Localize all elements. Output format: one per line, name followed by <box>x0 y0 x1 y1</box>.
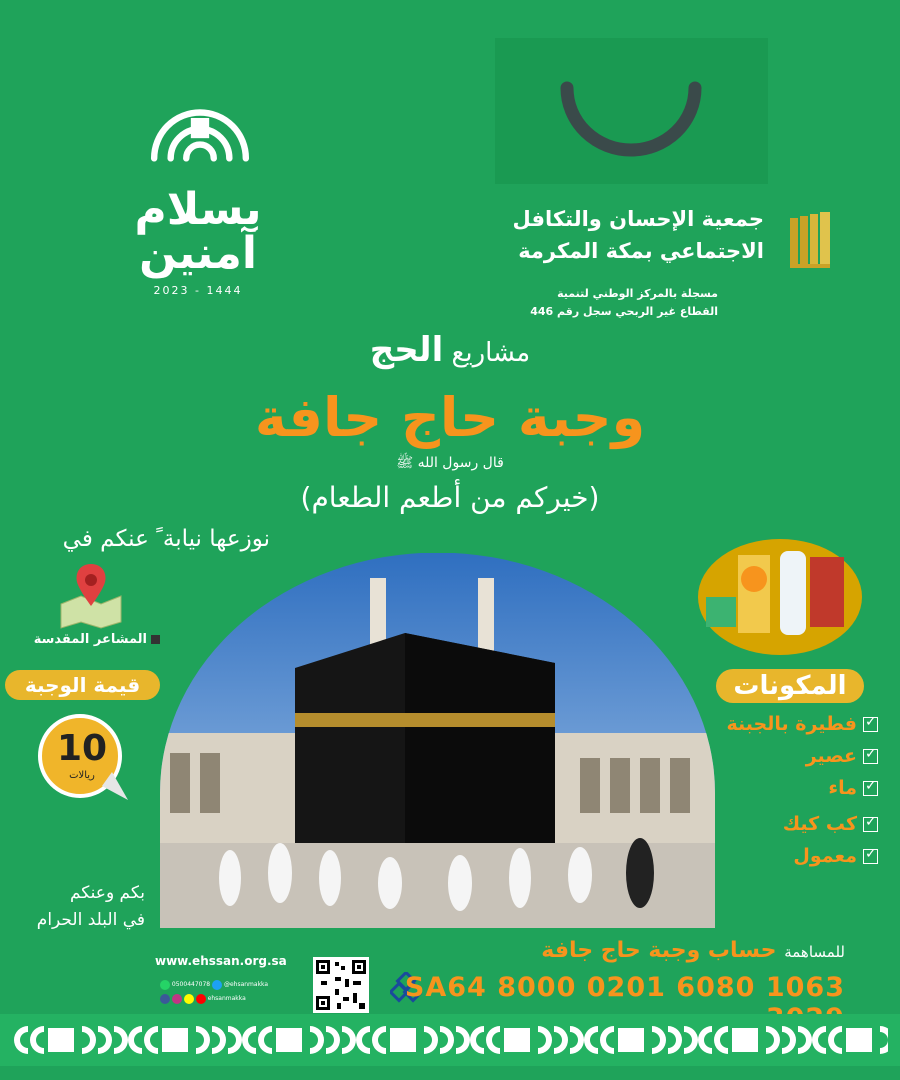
ingredient-item <box>678 740 878 772</box>
youtube-icon[interactable] <box>196 994 206 1004</box>
campaign-logo-icon <box>130 85 270 195</box>
footer-pattern-shape <box>652 1026 666 1054</box>
footer-pattern-shape <box>684 1026 698 1054</box>
footer-pattern-shape <box>212 1026 226 1054</box>
footer-pattern-shape <box>584 1026 598 1054</box>
hadith-intro: قال رسول الله ﷺ <box>396 455 504 471</box>
footer-pattern-shape <box>390 1028 416 1052</box>
distribution-place <box>10 632 160 647</box>
qr-code-icon[interactable] <box>313 957 369 1013</box>
footer-pattern-shape <box>342 1026 356 1054</box>
footer-pattern-shape <box>456 1026 470 1054</box>
project-category: الحج <box>369 330 444 370</box>
ingredient-label: عصير <box>805 745 857 767</box>
slogan <box>10 880 145 934</box>
checkbox-icon <box>863 849 878 864</box>
checkbox-icon <box>863 717 878 732</box>
footer-pattern-shape <box>372 1026 386 1054</box>
smile-arc-icon <box>495 38 768 184</box>
project-prefix: مشاريع <box>451 338 531 368</box>
footer-pattern-shape <box>228 1026 242 1054</box>
contribution-title: حساب وجبة حاج جافة <box>541 938 777 963</box>
price-unit: ريالات <box>69 770 95 781</box>
footer-pattern-shape <box>470 1026 484 1054</box>
ehssan-logo-icon <box>788 212 834 270</box>
footer-pattern-shape <box>326 1026 340 1054</box>
footer-pattern-shape <box>600 1026 614 1054</box>
footer-pattern-shape <box>782 1026 796 1054</box>
footer-pattern-shape <box>798 1026 812 1054</box>
footer-pattern-shape <box>714 1026 728 1054</box>
footer-pattern-shape <box>880 1026 888 1054</box>
ingredient-label: كب كيك <box>782 813 857 835</box>
ingredient-label: فطيرة بالجبنة <box>726 713 857 735</box>
footer-pattern-shape <box>276 1028 302 1052</box>
ingredient-label: معمول <box>793 845 857 867</box>
footer-pattern-shape <box>356 1026 370 1054</box>
footer-pattern-shape <box>570 1026 584 1054</box>
footer-pattern <box>12 1022 888 1058</box>
price-label: قيمة الوجبة <box>5 670 160 700</box>
checkbox-icon <box>863 781 878 796</box>
ingredient-label: ماء <box>828 777 857 799</box>
social-handle: ehsanmakka <box>207 995 246 1002</box>
footer-pattern-shape <box>538 1026 552 1054</box>
footer-pattern-shape <box>114 1026 128 1054</box>
footer-pattern-shape <box>668 1026 682 1054</box>
iban-number: SA64 8000 0201 6080 1063 <box>404 972 845 1003</box>
footer-pattern-shape <box>486 1026 500 1054</box>
footer-pattern-shape <box>424 1026 438 1054</box>
snapchat-icon[interactable] <box>184 994 194 1004</box>
project-title: وجبة حاج جافة <box>254 386 646 449</box>
org-name <box>404 203 764 267</box>
ingredient-item <box>678 808 878 840</box>
bullet-square-icon <box>151 635 160 644</box>
twitter-icon[interactable] <box>212 980 222 990</box>
org-reg-line2: القطاع غير الربحي سجل رقم 446 <box>530 305 718 318</box>
map-pin-icon <box>55 560 127 630</box>
footer-pattern-shape <box>310 1026 324 1054</box>
header-panel <box>495 38 768 184</box>
distribution-place-label: المشاعر المقدسة <box>33 632 147 647</box>
footer-pattern-shape <box>162 1028 188 1052</box>
footer-pattern-shape <box>698 1026 712 1054</box>
footer-pattern-shape <box>128 1026 142 1054</box>
twitter-handle: @ehsanmakka <box>223 981 269 988</box>
ingredients-label: المكونات <box>716 669 864 703</box>
whatsapp-number: 0500447078 <box>171 981 211 988</box>
footer-pattern-shape <box>766 1026 780 1054</box>
facebook-icon[interactable] <box>160 994 170 1004</box>
social-links <box>160 978 290 1012</box>
footer-pattern-shape <box>554 1026 568 1054</box>
ingredient-item <box>678 840 878 872</box>
org-registration <box>398 285 718 321</box>
price-value: 10 <box>56 728 108 769</box>
footer-pattern-shape <box>812 1026 826 1054</box>
footer-pattern-shape <box>196 1026 210 1054</box>
hadith-text: (خيركم من أطعم الطعام) <box>300 481 600 514</box>
org-name-line1: جمعية الإحسان والتكافل <box>512 207 764 231</box>
contribution-prefix: للمساهمة <box>784 943 845 961</box>
checkbox-icon <box>863 749 878 764</box>
campaign-title: بسلام آمنين <box>134 184 262 279</box>
project-heading <box>300 330 600 370</box>
footer-pattern-shape <box>504 1028 530 1052</box>
ingredient-item <box>678 708 878 740</box>
footer-pattern-shape <box>828 1026 842 1054</box>
website-link[interactable]: www.ehssan.org.sa <box>155 954 287 968</box>
ingredient-item <box>678 772 878 804</box>
kaaba-photo <box>160 553 715 928</box>
footer-pattern-shape <box>732 1028 758 1052</box>
footer-pattern-shape <box>30 1026 44 1054</box>
org-name-line2: الاجتماعي بمكة المكرمة <box>518 239 764 263</box>
footer-pattern-shape <box>48 1028 74 1052</box>
campaign-year: 2023 - 1444 <box>153 284 243 297</box>
footer-pattern-shape <box>846 1028 872 1052</box>
meal-items-image <box>698 537 863 657</box>
org-reg-line1: مسجلة بالمركز الوطني لتنمية <box>557 287 718 300</box>
footer-pattern-shape <box>14 1026 28 1054</box>
footer-pattern-shape <box>258 1026 272 1054</box>
whatsapp-icon[interactable] <box>160 980 170 990</box>
footer-pattern-shape <box>618 1028 644 1052</box>
slogan-line2: في البلد الحرام <box>36 910 145 930</box>
footer-pattern-shape <box>144 1026 158 1054</box>
footer-pattern-shape <box>98 1026 112 1054</box>
ingredients-list <box>678 708 878 872</box>
checkbox-icon <box>863 817 878 832</box>
contribution-heading <box>390 938 845 963</box>
footer-pattern-shape <box>82 1026 96 1054</box>
distribution-text: نوزعها نيابة ً عنكم في <box>62 526 270 552</box>
footer-pattern-shape <box>440 1026 454 1054</box>
footer-pattern-shape <box>242 1026 256 1054</box>
instagram-icon[interactable] <box>172 994 182 1004</box>
slogan-line1: بكم وعنكم <box>69 883 145 903</box>
